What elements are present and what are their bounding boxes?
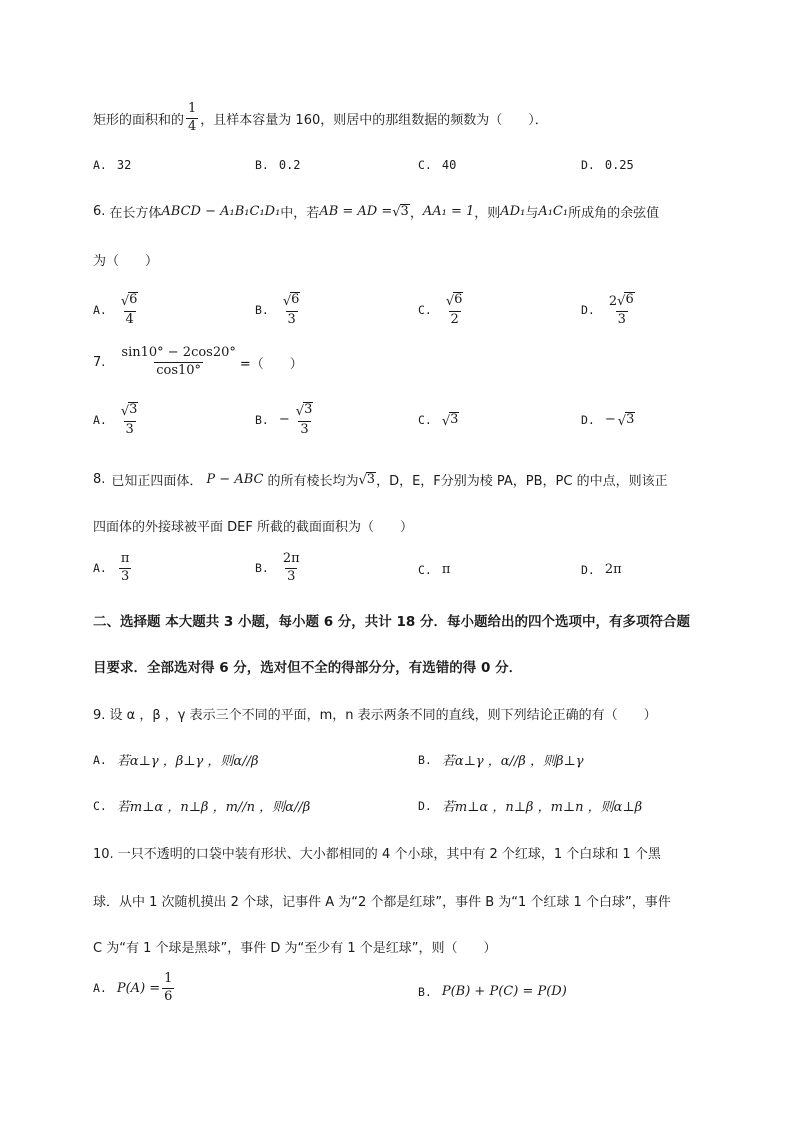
option-sqrt: √ 6 [617, 292, 634, 309]
option-label: A. [93, 158, 107, 172]
option-denominator: 4 [125, 311, 134, 327]
q6-option-c[interactable] [418, 292, 467, 328]
q5-fraction-denominator: 4 [188, 118, 197, 134]
q7-numerator: sin10° − 2cos20° [121, 345, 236, 360]
option-fraction [119, 402, 141, 438]
option-value: 32 [116, 158, 132, 172]
q7-option-d[interactable] [581, 412, 635, 428]
q10-stem-line-3: C 为“有 1 个球是黑球”，事件 D 为“至少有 1 个是红球”，则（ ） [93, 941, 497, 956]
q6-line-2: A₁C₁ [538, 204, 569, 219]
option-value: 40 [441, 158, 457, 172]
q8-sqrt-arg: 3 [366, 471, 376, 487]
q8-sqrt: √ 3 [358, 471, 376, 489]
option-numerator: 2π [282, 551, 300, 566]
q9-option-b[interactable] [418, 750, 583, 769]
option-label: A. [93, 561, 107, 576]
q7-option-b[interactable] [255, 402, 317, 438]
option-value: π [441, 562, 451, 577]
q6-number: 6. [93, 204, 106, 219]
q6-condition: AB = AD = [319, 204, 393, 219]
q6-sqrt [392, 204, 410, 220]
option-label: D. [581, 302, 595, 317]
option-text: 若m⊥α ，n⊥β ，m//n ，则α//β [116, 800, 311, 815]
option-coef: 2 [608, 293, 618, 309]
option-sqrt: √ 3 [295, 402, 313, 419]
option-fraction [294, 402, 316, 438]
option-label: C. [418, 412, 432, 427]
option-sqrt: √ 6 [445, 292, 463, 309]
q6-stem [93, 202, 659, 221]
option-sqrt: √ 6 [120, 292, 138, 309]
option-sqrt: √ 6 [282, 292, 300, 309]
q8-solid: P − ABC [206, 472, 264, 487]
option-label: B. [418, 752, 432, 767]
option-sqrt-arg: 3 [304, 402, 313, 417]
option-label: D. [418, 798, 432, 813]
option-numerator: 1 [164, 971, 173, 986]
option-fraction [607, 292, 637, 328]
option-label: A. [93, 981, 107, 996]
q8-option-a[interactable] [93, 552, 133, 585]
q9-option-d[interactable] [418, 796, 642, 815]
option-sqrt-arg: 3 [450, 412, 459, 427]
option-denominator: 2 [450, 311, 459, 327]
option-denominator: 6 [164, 988, 173, 1004]
option-denominator: 3 [300, 421, 309, 437]
q6-stem-continuation: 为（ ） [93, 254, 159, 269]
q9-option-c[interactable] [93, 796, 310, 815]
q6-text: 与 [525, 206, 539, 221]
option-value: 0.2 [278, 158, 301, 172]
q6-option-b[interactable] [255, 292, 304, 328]
option-fraction [119, 292, 141, 328]
option-denominator: 3 [120, 568, 130, 584]
option-fraction [119, 552, 132, 585]
radical-sign: √ [392, 205, 401, 221]
option-numerator: π [120, 551, 130, 566]
option-fraction [281, 292, 303, 328]
option-sqrt-arg: 3 [626, 412, 635, 427]
option-label: D. [581, 562, 595, 577]
q7-option-c[interactable] [418, 412, 459, 428]
q5-option-d[interactable] [581, 158, 634, 172]
q5-text-after: ，且样本容量为 160，则居中的那组数据的频数为（ ）． [200, 112, 548, 128]
q9-option-a[interactable] [93, 750, 258, 769]
option-lhs: P(A) = [116, 980, 161, 996]
option-label: C. [418, 302, 432, 317]
option-label: B. [418, 984, 432, 999]
option-sign: − [604, 412, 616, 428]
q5-fraction [186, 102, 198, 135]
q6-text: 在长方体 [109, 206, 162, 221]
option-label: A. [93, 302, 107, 317]
q8-option-c[interactable] [418, 562, 450, 577]
option-text: 若m⊥α ，n⊥β ，m⊥n ，则α⊥β [441, 800, 643, 815]
q5-option-a[interactable] [93, 158, 131, 172]
option-text: 若α⊥γ ，β⊥γ ，则α//β [116, 754, 259, 769]
section-heading-line-2: 目要求．全部选对得 6 分，选对但不全的得部分分，有选错的得 0 分． [93, 660, 523, 676]
option-sign: − [278, 412, 290, 428]
option-sqrt: √ 3 [441, 412, 459, 429]
q7-option-a[interactable] [93, 402, 142, 438]
option-label: C. [418, 562, 432, 577]
option-label: A. [93, 752, 107, 767]
q8-stem [93, 470, 668, 489]
q8-stem-continuation: 四面体的外接球被平面 DEF 所截的截面面积为（ ） [93, 520, 413, 535]
option-sqrt-arg: 6 [454, 292, 463, 307]
option-label: B. [255, 302, 269, 317]
q6-option-d[interactable] [581, 292, 639, 328]
option-value: 2π [604, 562, 622, 577]
q8-text: 的所有棱长均为 [267, 474, 359, 489]
q6-line-1: AD₁ [500, 204, 526, 219]
q8-option-b[interactable] [255, 552, 304, 585]
q6-separator: ， [409, 206, 423, 221]
q8-text: 已知正四面体． [111, 474, 203, 489]
option-text: P(B) + P(C) = P(D) [441, 984, 567, 999]
q8-text: ，D，E，F分别为棱 PA，PB，PC 的中点，则该正 [376, 474, 668, 489]
q7-denominator: cos10° [156, 362, 202, 378]
option-label: A. [93, 412, 107, 427]
q5-option-b[interactable] [255, 158, 301, 172]
q6-box-name: ABCD − A₁B₁C₁D₁ [161, 204, 281, 219]
option-fraction [162, 972, 174, 1005]
q10-option-b[interactable] [418, 984, 567, 999]
option-denominator: 3 [287, 311, 296, 327]
q8-option-d[interactable] [581, 562, 622, 577]
option-fraction [281, 552, 302, 585]
q6-condition: AA₁ = 1 [422, 204, 475, 219]
option-value: 0.25 [604, 158, 634, 172]
q7-fraction [119, 346, 238, 379]
q5-option-c[interactable] [418, 158, 456, 172]
q5-continuation [93, 102, 548, 135]
section-heading-line-1: 二、选择题 本大题共 3 小题，每小题 6 分，共计 18 分．每小题给出的四个选项中，有多项符合题 [93, 614, 690, 630]
option-sqrt: √ 3 [120, 402, 138, 419]
q6-text: ，则 [474, 206, 501, 221]
option-label: B. [255, 158, 269, 172]
q6-text: 所成角的余弦值 [568, 206, 660, 221]
q7-tail: =（ ） [239, 356, 303, 372]
q8-number: 8. [93, 472, 106, 487]
option-label: C. [418, 158, 432, 172]
option-label: D. [581, 412, 595, 427]
option-label: B. [255, 561, 269, 576]
option-sqrt-arg: 3 [129, 402, 138, 417]
option-text: 若α⊥γ ，α//β ，则β⊥γ [441, 754, 584, 769]
q7-stem [93, 346, 303, 379]
option-sqrt-arg: 6 [625, 292, 634, 307]
option-sqrt-arg: 6 [129, 292, 138, 307]
q5-fraction-numerator: 1 [188, 101, 197, 116]
option-sqrt: √ 3 [617, 412, 635, 429]
option-denominator: 3 [125, 421, 134, 437]
q10-stem-line-1: 10. 一只不透明的口袋中装有形状、大小都相同的 4 个小球，其中有 2 个红球，1 个白球和 1 个黑 [93, 847, 661, 862]
q9-stem: 9. 设 α ，β ，γ 表示三个不同的平面，m，n 表示两条不同的直线，则下列结论正确的有（ ） [93, 708, 657, 723]
q5-text-before: 矩形的面积和的 [93, 112, 185, 128]
q10-option-a[interactable] [93, 972, 176, 1005]
q6-text: 中，若 [280, 206, 320, 221]
option-label: D. [581, 158, 595, 172]
option-denominator: 3 [287, 568, 296, 584]
q6-sqrt-arg: 3 [400, 203, 409, 219]
q6-option-a[interactable] [93, 292, 142, 328]
option-label: B. [255, 412, 269, 427]
q10-stem-line-2: 球．从中 1 次随机摸出 2 个球，记事件 A 为“2 个都是红球”，事件 B 为“1 个红球 1 个白球”，事件 [93, 895, 671, 910]
option-sqrt-arg: 6 [291, 292, 300, 307]
q7-number: 7. [93, 354, 106, 370]
option-fraction [444, 292, 466, 328]
option-denominator: 3 [617, 311, 626, 327]
option-label: C. [93, 798, 107, 813]
